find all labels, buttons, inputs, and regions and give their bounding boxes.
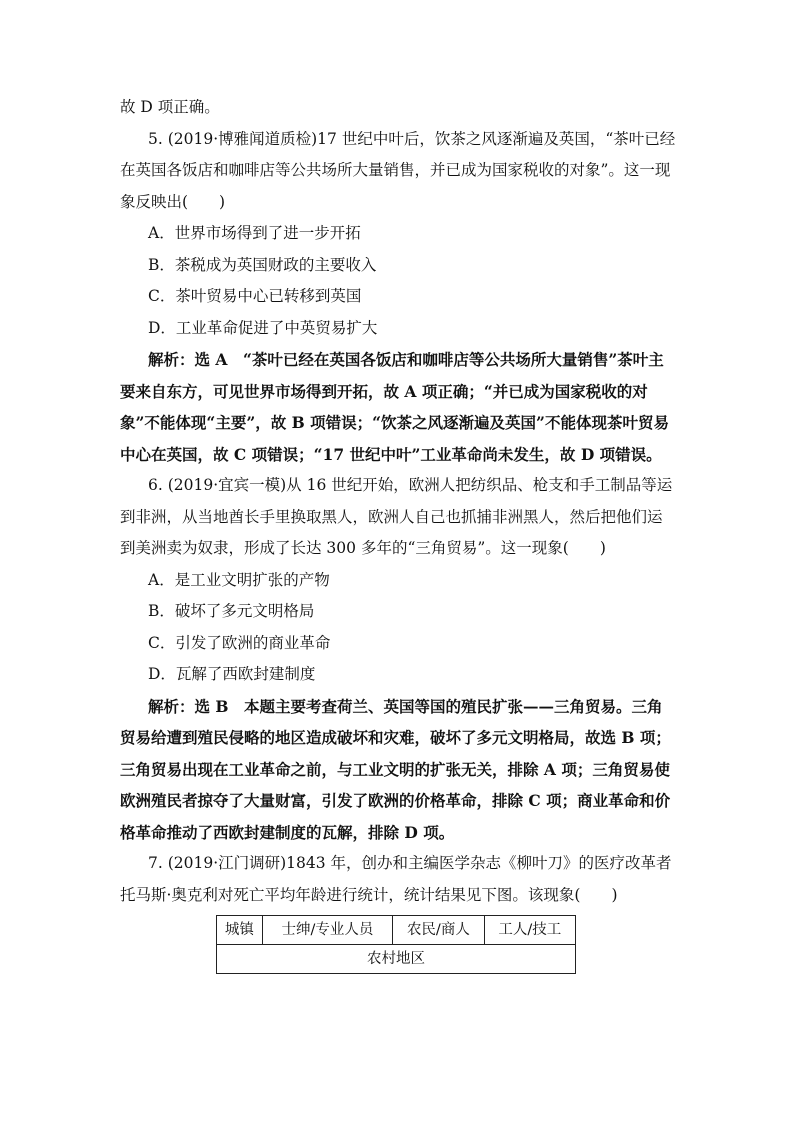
previous-answer-tail: 故 D 项正确。 — [120, 98, 220, 116]
table-cell-rural-area: 农村地区 — [217, 945, 576, 974]
question-6-stem: 6. (2019·宜宾一模)从 16 世纪开始，欧洲人把纺织品、枪支和手工制品等运到非洲，从当地酋长手里换取黑人，欧洲人自己也抓捕非洲黑人，然后把他们运到美洲卖为奴隶，形成了长达 300 多年的“三角贸易”。这一现象( ) — [120, 476, 673, 557]
table-header-cell: 城镇 — [217, 916, 263, 945]
question-5-analysis-label: 解析： — [148, 350, 195, 369]
question-5-option-a: A．世界市场得到了进一步开拓 — [148, 224, 361, 242]
question-6-option-b: B．破坏了多元文明格局 — [148, 602, 315, 620]
question-5-analysis — [120, 344, 676, 470]
question-6-option-a: A．是工业文明扩张的产物 — [148, 570, 330, 589]
question-6-analysis-body: 选 B 本题主要考查荷兰、英国等国的殖民扩张——三角贸易。三角贸易给遭到殖民侵略的地区造成破坏和灾难，破坏了多元文明格局，故选 B 项；三角贸易出现在工业革命之前，与工业文明的扩张无关，排除 A 项；三角贸易使欧洲殖民者掠夺了大量财富，引发了欧洲的价格革命，排除 C 项；商业革命和价格革命推动了西欧封建制度的瓦解，排除 D 项。 — [120, 696, 671, 842]
question-6-analysis — [120, 691, 676, 849]
question-5 — [120, 124, 676, 471]
question-5-option-c: C．茶叶贸易中心已转移到英国 — [148, 287, 362, 305]
question-5-stem: 5. (2019·博雅闻道质检)17 世纪中叶后，饮茶之风逐渐遍及英国，“茶叶已经在英国各饭店和咖啡店等公共场所大量销售，并已成为国家税收的对象”。这一现象反映出( ) — [120, 129, 676, 211]
document-content — [120, 92, 676, 974]
question-7-table-wrap — [216, 915, 676, 974]
question-6 — [120, 470, 676, 848]
table-header-cell: 士绅/专业人员 — [262, 916, 392, 945]
question-7-table — [216, 915, 576, 974]
table-header-cell: 农民/商人 — [393, 916, 484, 945]
table-header-cell: 工人/技工 — [484, 916, 575, 945]
question-7 — [120, 848, 676, 974]
question-5-option-d: D．工业革命促进了中英贸易扩大 — [148, 318, 378, 337]
table-row — [217, 916, 576, 945]
question-6-option-d: D．瓦解了西欧封建制度 — [148, 665, 316, 683]
question-7-stem: 7. (2019·江门调研)1843 年，创办和主编医学杂志《柳叶刀》的医疗改革者托马斯·奥克利对死亡平均年龄进行统计，统计结果见下图。该现象( ) — [120, 854, 672, 904]
question-5-analysis-body: 选 A “茶叶已经在英国各饭店和咖啡店等公共场所大量销售”茶叶主要来自东方，可见世界市场得到开拓，故 A 项正确；“并已成为国家税收的对象”不能体现“主要”，故 B 项错误；“饮茶之风逐渐遍及英国”不能体现茶叶贸易中心在英国，故 C 项错误；“17 世纪中叶”工业革命尚未发生，故 D 项错误。 — [120, 350, 669, 464]
question-6-analysis-label: 解析： — [148, 696, 195, 716]
table-row — [217, 945, 576, 974]
question-5-option-b: B．茶税成为英国财政的主要收入 — [148, 255, 377, 274]
question-6-option-c: C．引发了欧洲的商业革命 — [148, 633, 331, 652]
